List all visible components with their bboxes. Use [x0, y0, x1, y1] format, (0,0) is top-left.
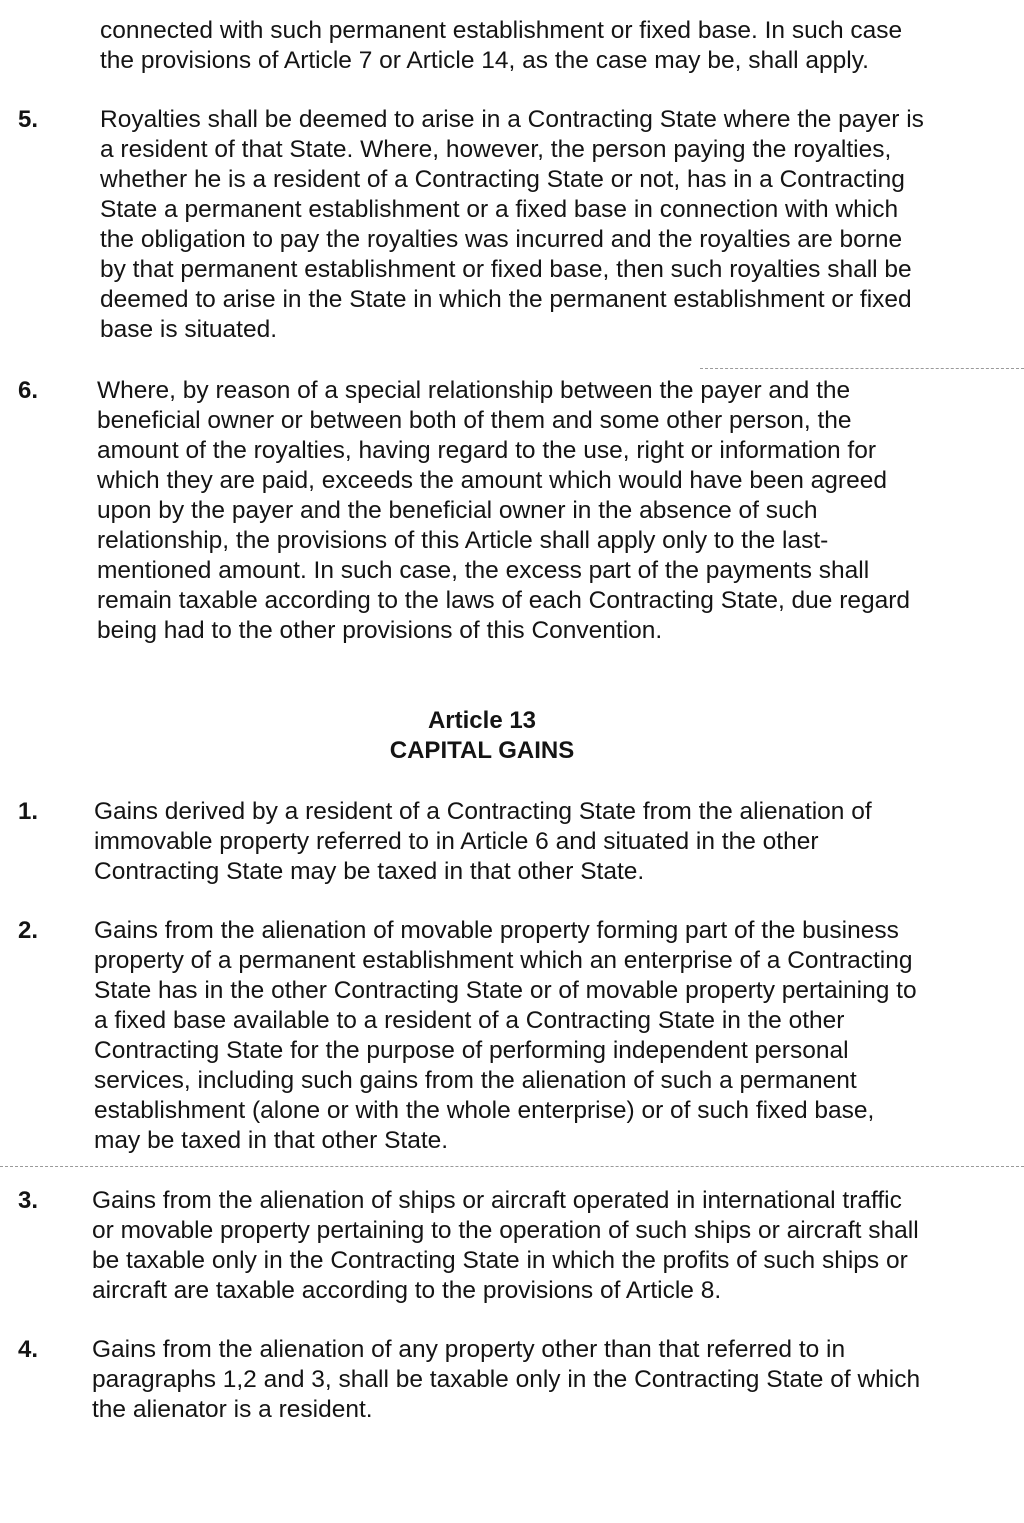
gains-paragraph-4 [92, 1335, 944, 1425]
text-line: State a permanent establishment or a fixed base in connection with which [100, 196, 899, 223]
intro-paragraph [100, 16, 952, 76]
royalties-paragraph-6 [97, 376, 951, 646]
text-line: establishment (alone or with the whole enterprise) or of such fixed base, [94, 1097, 875, 1124]
text-line: being had to the other provisions of this Convention. [97, 617, 663, 644]
article-title-heading: CAPITAL GAINS [389, 737, 575, 764]
text-line: State has in the other Contracting State or of movable property pertaining to [94, 977, 917, 1004]
text-line: paragraphs 1,2 and 3, shall be taxable only in the Contracting State of which [92, 1366, 921, 1393]
text-line: upon by the payer and the beneficial owner in the absence of such [97, 497, 818, 524]
text-line: deemed to arise in the State in which the permanent establishment or fixed [100, 286, 912, 313]
text-line: a fixed base available to a resident of a Contracting State in the other [94, 1007, 845, 1034]
scan-artifact-line [700, 368, 1024, 369]
text-line: Royalties shall be deemed to arise in a Contracting State where the payer is [100, 106, 924, 133]
text-line: property of a permanent establishment which an enterprise of a Contracting [94, 947, 913, 974]
gains-paragraph-1 [94, 797, 948, 887]
text-line: a resident of that State. Where, however, the person paying the royalties, [100, 136, 892, 163]
text-line: aircraft are taxable according to the provisions of Article 8. [92, 1277, 722, 1304]
text-line: or movable property pertaining to the operation of such ships or aircraft shall [92, 1217, 919, 1244]
text-line: relationship, the provisions of this Article shall apply only to the last- [97, 527, 829, 554]
paragraph-number: 1. [18, 798, 39, 825]
royalties-paragraph-5 [100, 105, 952, 345]
text-line: beneficial owner or between both of them and some other person, the [97, 407, 852, 434]
text-line: whether he is a resident of a Contracting State or not, has in a Contracting [100, 166, 905, 193]
text-line: Where, by reason of a special relationship between the payer and the [97, 377, 851, 404]
text-line: services, including such gains from the alienation of such a permanent [94, 1067, 857, 1094]
text-line: the obligation to pay the royalties was incurred and the royalties are borne [100, 226, 903, 253]
text-line: by that permanent establishment or fixed base, then such royalties shall be [100, 256, 912, 283]
paragraph-number: 4. [18, 1336, 39, 1363]
text-line: mentioned amount. In such case, the excess part of the payments shall [97, 557, 870, 584]
paragraph-number: 2. [18, 917, 39, 944]
text-line: be taxable only in the Contracting State in which the profits of such ships or [92, 1247, 908, 1274]
text-line: which they are paid, exceeds the amount which would have been agreed [97, 467, 887, 494]
text-line: Gains derived by a resident of a Contracting State from the alienation of [94, 798, 872, 825]
text-line: Contracting State may be taxed in that other State. [94, 858, 645, 885]
gains-paragraph-2 [94, 916, 948, 1156]
text-line: may be taxed in that other State. [94, 1127, 449, 1154]
paragraph-number: 6. [18, 377, 39, 404]
text-line: Contracting State for the purpose of performing independent personal [94, 1037, 849, 1064]
text-line: immovable property referred to in Article 6 and situated in the other [94, 828, 819, 855]
text-line: Gains from the alienation of ships or aircraft operated in international traffic [92, 1187, 902, 1214]
article-number-heading: Article 13 [427, 707, 537, 734]
text-line: connected with such permanent establishment or fixed base. In such case [100, 17, 903, 44]
gains-paragraph-3 [92, 1186, 946, 1306]
text-line: base is situated. [100, 316, 278, 343]
text-line: Gains from the alienation of movable property forming part of the business [94, 917, 899, 944]
paragraph-number: 5. [18, 106, 39, 133]
text-line: the alienator is a resident. [92, 1396, 373, 1423]
text-line: remain taxable according to the laws of each Contracting State, due regard [97, 587, 911, 614]
text-line: Gains from the alienation of any property other than that referred to in [92, 1336, 846, 1363]
scan-artifact-line [0, 1166, 1024, 1167]
paragraph-number: 3. [18, 1187, 39, 1214]
text-line: amount of the royalties, having regard to the use, right or information for [97, 437, 876, 464]
text-line: the provisions of Article 7 or Article 14, as the case may be, shall apply. [100, 47, 869, 74]
